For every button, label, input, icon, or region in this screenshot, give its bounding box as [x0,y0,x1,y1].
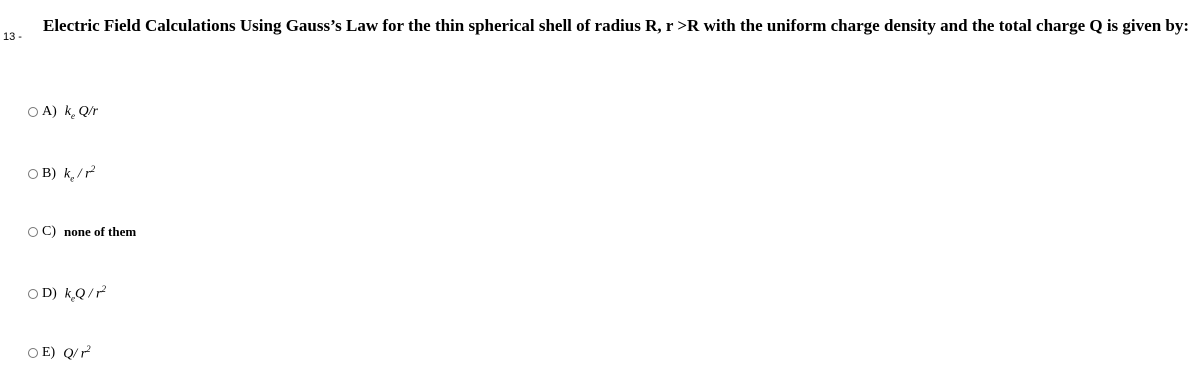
option-letter-a: A) [42,104,57,120]
radio-button-c[interactable] [28,227,38,237]
option-letter-c: C) [42,224,56,239]
radio-button-b[interactable] [28,169,38,179]
radio-button-d[interactable] [28,289,38,299]
question-number: 13 - [3,31,22,43]
option-letter-e: E) [42,345,56,361]
question-text: Electric Field Calculations Using Gauss’s Law for the thin spherical shell of radius R, r >R with the uniform charge density and the total charge Q is given by: [43,16,1190,35]
option-expression-d: $k_eQ / r^2$ [64,284,106,304]
option-a[interactable] [28,104,98,121]
option-b[interactable] [28,164,95,183]
option-expression-a: $k_e$ Q/r [64,104,98,121]
option-expression-e: Q/ $r^2$ [63,344,91,362]
option-expression-b: $k_e / r^2$ [64,164,96,184]
radio-button-a[interactable] [28,107,38,117]
option-letter-d: D) [42,285,57,301]
radio-button-e[interactable] [28,348,38,358]
option-d[interactable] [28,284,106,303]
option-e[interactable] [28,344,91,363]
option-letter-b: B) [42,165,56,181]
option-c[interactable] [28,224,136,240]
option-text-c: none of them [64,224,137,239]
